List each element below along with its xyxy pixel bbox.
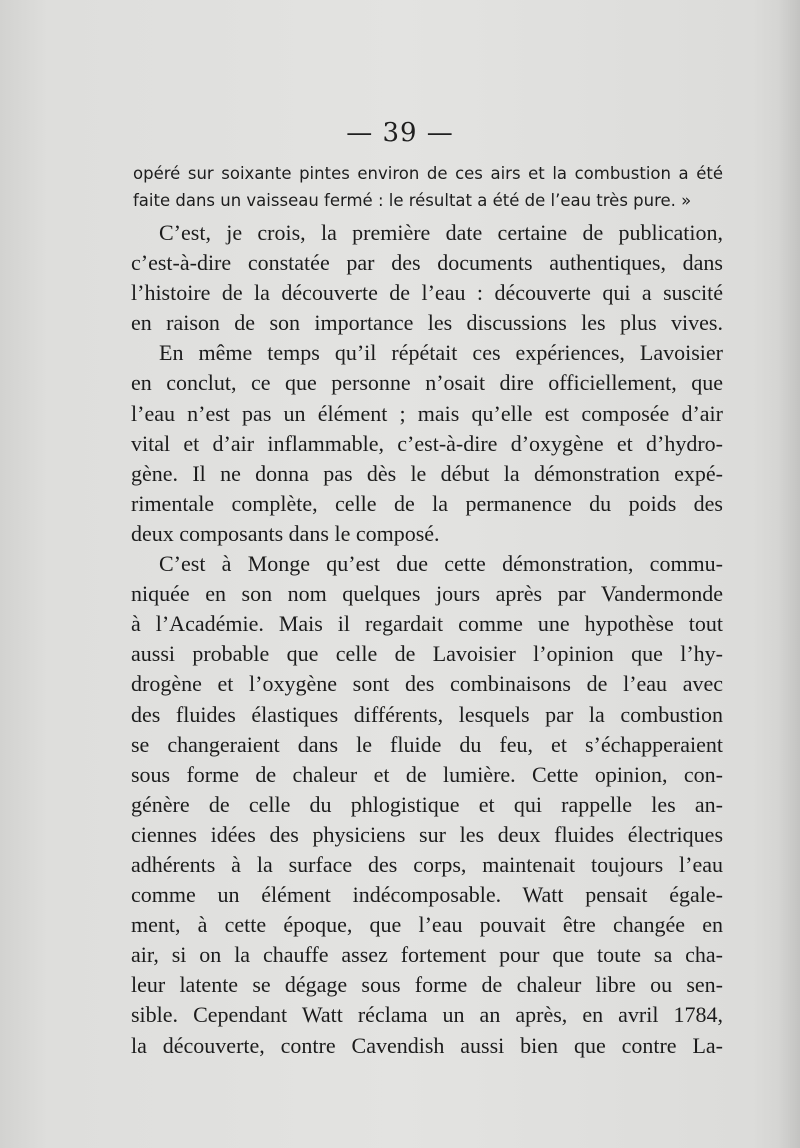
text-line: des fluides élastiques différents, lesquels par la combustion xyxy=(131,701,723,727)
text-line: adhérents à la surface des corps, maintenait toujours l’eau xyxy=(131,851,723,877)
text-line: gène. Il ne donna pas dès le début la démonstration expé- xyxy=(131,460,723,486)
text-line: niquée en son nom quelques jours après par Vandermonde xyxy=(131,581,723,607)
text-line: l’eau n’est pas un élément ; mais qu’elle est composée d’air xyxy=(131,400,723,426)
text-line: leur latente se dégage sous forme de chaleur libre ou sen- xyxy=(131,972,723,998)
text-line: air, si on la chauffe assez fortement pour que toute sa cha- xyxy=(131,942,723,968)
quote-line: faite dans un vaisseau fermé : le résultat a été de l’eau très pure. » xyxy=(133,191,692,210)
text-line: l’histoire de la découverte de l’eau : découverte qui a suscité xyxy=(131,280,723,306)
page-number: — 39 — xyxy=(346,118,454,148)
text-line: comme un élément indécomposable. Watt pensait égale- xyxy=(131,882,723,908)
text-line: ciennes idées des physiciens sur les deux fluides électriques xyxy=(131,821,723,847)
text-line: C’est à Monge qu’est due cette démonstration, commu- xyxy=(159,551,723,577)
text-line: génère de celle du phlogistique et qui rappelle les an- xyxy=(131,791,723,817)
text-line: C’est, je crois, la première date certaine de publication, xyxy=(159,220,723,245)
text-line: En même temps qu’il répétait ces expériences, Lavoisier xyxy=(159,340,723,366)
paragraph-3 xyxy=(131,549,723,1061)
body-text xyxy=(131,218,723,1061)
quoted-passage xyxy=(133,160,723,214)
text-line: c’est-à-dire constatée par des documents authentiques, dans xyxy=(131,250,723,276)
text-line: se changeraient dans le fluide du feu, et s’échapperaient xyxy=(131,731,723,757)
text-line: rimentale complète, celle de la permanence du poids des xyxy=(131,490,723,516)
text-line: en conclut, ce que personne n’osait dire officiellement, que xyxy=(131,370,723,396)
text-line: ment, à cette époque, que l’eau pouvait être changée en xyxy=(131,912,723,938)
paragraph-1 xyxy=(131,218,723,338)
text-line: deux composants dans le composé. xyxy=(131,520,440,546)
text-line: drogène et l’oxygène sont des combinaisons de l’eau avec xyxy=(131,671,723,697)
text-line: sible. Cependant Watt réclama un an après, en avril 1784, xyxy=(131,1002,723,1028)
text-line: vital et d’air inflammable, c’est-à-dire d’oxygène et d’hydro- xyxy=(131,430,723,456)
quote-line: opéré sur soixante pintes environ de ces airs et la combustion a été xyxy=(133,164,723,183)
text-line: aussi probable que celle de Lavoisier l’opinion que l’hy- xyxy=(131,641,723,667)
text-line: sous forme de chaleur et de lumière. Cette opinion, con- xyxy=(131,761,723,787)
paragraph-2 xyxy=(131,338,723,549)
text-line: la découverte, contre Cavendish aussi bien que contre La- xyxy=(131,1032,723,1058)
text-line: à l’Académie. Mais il regardait comme une hypothèse tout xyxy=(131,611,723,637)
text-line: en raison de son importance les discussions les plus vives. xyxy=(131,310,723,336)
page-edge-shadow xyxy=(778,0,800,1148)
